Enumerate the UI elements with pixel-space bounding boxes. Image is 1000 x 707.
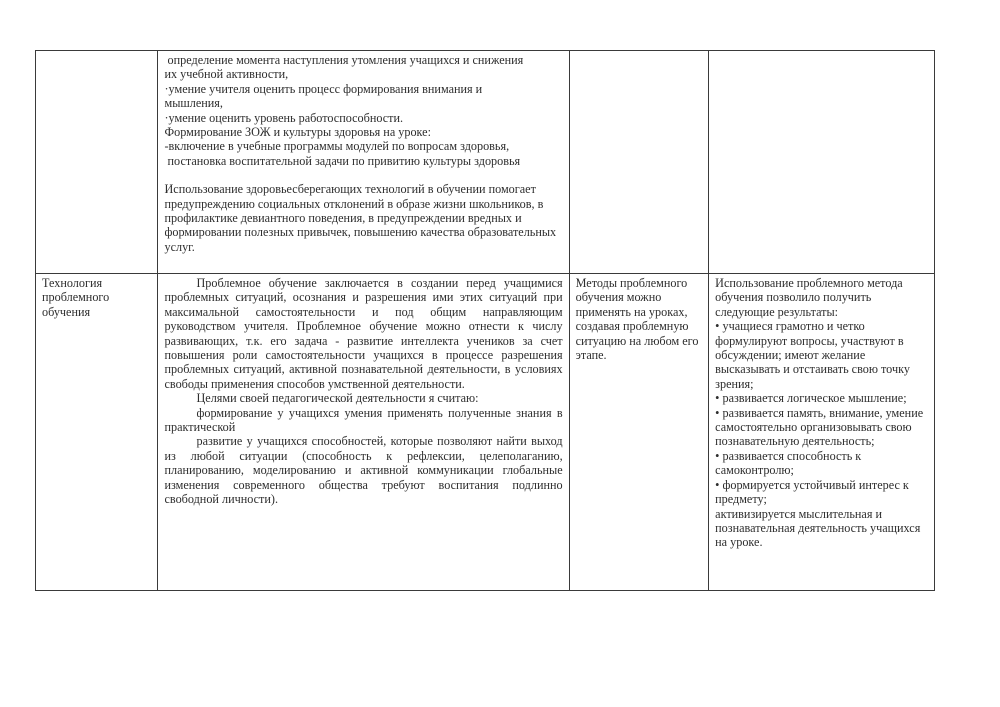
row1-line: -включение в учебные программы модулей по вопросам здоровья, — [164, 139, 510, 154]
row1-methods-cell — [569, 51, 709, 274]
description-paragraph: Проблемное обучение заключается в создании перед учащимися проблемных ситуаций, осознания и разрешения ими этих ситуаций при максимальной самостоятельности и под общим направляющим руководством учителя. Проблемное обучение можно отнести к числу развивающих, т.к. его задача - развитие интеллекта учеников за счет повышения роли самостоятельности учащихся в процессе разрешения проблемных ситуаций, активной познавательной деятельности, в условиях свободы применения способов умственной деятельности. — [164, 276, 563, 391]
results-line: • развивается логическое мышление; — [715, 391, 907, 406]
methods-table — [35, 50, 935, 591]
results-line: активизируется мыслительная и познавательная деятельность учащихся на уроке. — [715, 506, 924, 550]
row1-line: ·умение оценить уровень работоспособности. — [164, 110, 404, 125]
row1-line: ·умение учителя оценить процесс формирования внимания и — [164, 81, 483, 96]
methods-text: Методы проблемного обучения можно применять на уроках, создавая проблемную ситуацию на любом его этапе. — [575, 276, 702, 363]
row1-description-cell — [158, 51, 569, 274]
row2-technology-cell — [36, 274, 158, 591]
description-paragraph: развитие у учащихся способностей, которые позволяют найти выход из любой ситуации (способность к рефлексии, целеполаганию, планированию, моделированию и активной коммуникации глобальные изменения современного общества требуют воспитания подлинно свободной личности). — [164, 434, 563, 507]
results-line: Использование проблемного метода обучения позволило получить следующие результаты: — [715, 276, 906, 319]
row1-line: определение момента наступления утомления учащихся и снижения — [164, 53, 524, 67]
row1-paragraph: Использование здоровьесберегающих технологий в обучении помогает предупреждению социальных отклонений в образе жизни школьников, в профилактике девиантного поведения, в предупреждении вредных и формировании полезных привычек, повышению качества образовательных услуг. — [164, 182, 560, 254]
row1-line: постановка воспитательной задачи по привитию культуры здоровья — [164, 153, 521, 168]
table-row — [36, 51, 935, 274]
results-line: • развивается память, внимание, умение самостоятельно организовывать свою познавательную деятельность; — [715, 405, 927, 449]
paragraph-gap — [164, 168, 562, 182]
row1-technology-cell — [36, 51, 158, 274]
row1-line: Формирование ЗОЖ и культуры здоровья на уроке: — [164, 125, 431, 140]
results-line: • развивается способность к самоконтролю; — [715, 448, 865, 478]
results-line: • учащиеся грамотно и четко формулируют вопросы, участвуют в обсуждении; имеют желание высказывать и отстаивать свою точку зрения; — [715, 319, 913, 391]
row1-results-cell — [709, 51, 935, 274]
results-line: • формируется устойчивый интерес к предмету; — [715, 477, 912, 507]
row1-line: их учебной активности, — [164, 67, 289, 82]
description-paragraph: Целями своей педагогической деятельности я считаю: — [196, 391, 479, 406]
description-paragraph: формирование у учащихся умения применять полученные знания в практической — [164, 405, 563, 435]
row2-results-cell — [709, 274, 935, 591]
table-row — [36, 274, 935, 591]
technology-name: Технология проблемного обучения — [42, 276, 113, 319]
row2-methods-cell — [569, 274, 709, 591]
row2-description-cell — [158, 274, 569, 591]
row1-line: мышления, — [164, 96, 223, 111]
